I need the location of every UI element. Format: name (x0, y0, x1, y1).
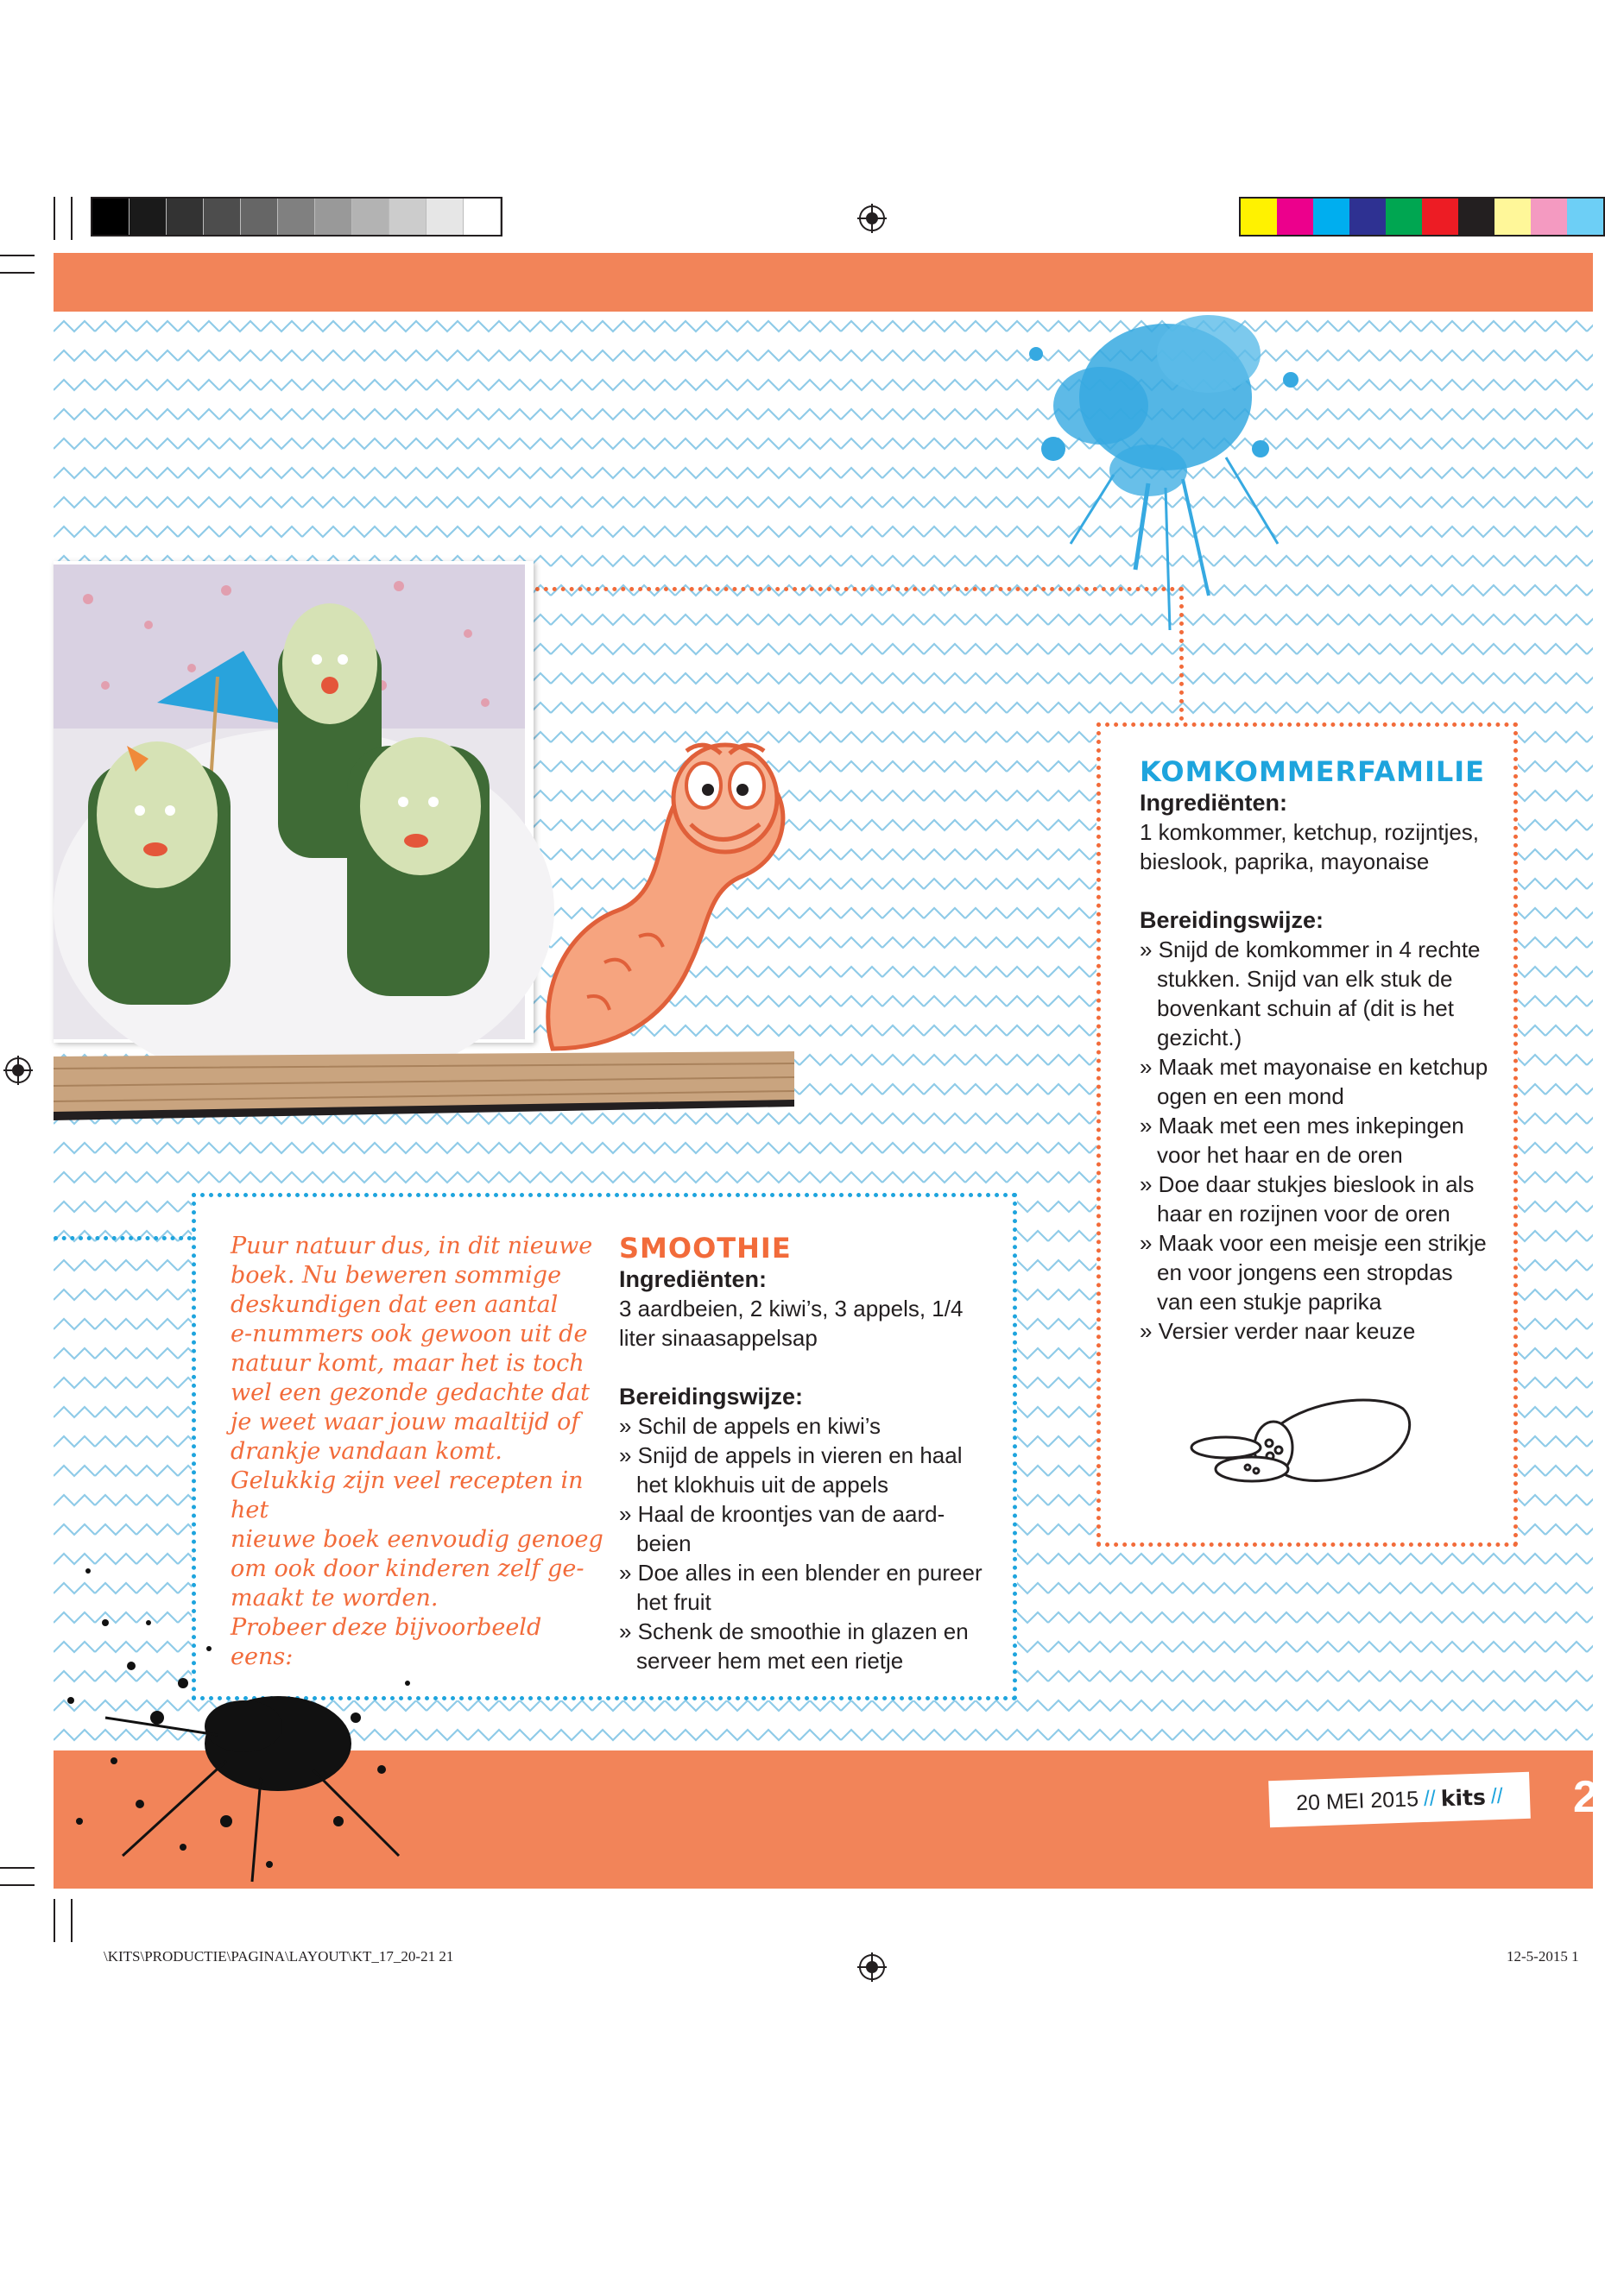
crop-mark (0, 1884, 35, 1886)
ingredients-text: liter sinaasappelsap (619, 1325, 818, 1351)
step-item: stukken. Snijd van elk stuk de (1157, 966, 1453, 992)
step-item: » Versier verder naar keuze (1140, 1318, 1416, 1344)
komkommerfamilie-title: KOMKOMMERFAMILIE (1140, 755, 1486, 788)
crop-mark (71, 1899, 73, 1942)
page-number: 2 (1573, 1772, 1598, 1822)
intro-line: drankje vandaan komt. (231, 1438, 502, 1465)
step-item: bovenkant schuin af (dit is het (1157, 995, 1454, 1021)
issue-date: 20 MEI 2015 (1295, 1786, 1419, 1815)
step-item: » Schil de appels en kiwi’s (619, 1413, 881, 1439)
print-date-slug: 12-5-2015 1 (1507, 1948, 1579, 1965)
grayscale-color-bar (91, 197, 502, 237)
smoothie-steps (619, 1411, 1008, 1675)
step-item: het fruit (636, 1589, 711, 1615)
brand-logo: kits (1440, 1784, 1487, 1811)
step-item: » Haal de kroontjes van de aard- (619, 1501, 945, 1527)
registration-mark-icon (3, 1056, 33, 1085)
intro-line: Gelukkig zijn veel recepten in het (231, 1467, 584, 1523)
intro-line: je weet waar jouw maaltijd of (231, 1409, 580, 1435)
crop-mark (54, 1899, 55, 1942)
intro-line: om ook door kinderen zelf ge- (231, 1555, 584, 1582)
intro-line: e-nummers ook gewoon uit de (231, 1321, 588, 1347)
intro-line: natuur komt, maar het is toch (231, 1350, 584, 1377)
step-item: beien (636, 1530, 692, 1556)
step-item: voor het haar en de oren (1157, 1142, 1403, 1168)
crop-mark (71, 197, 73, 240)
intro-line: maakt te worden. (231, 1585, 439, 1612)
cucumber-drawing-icon (1187, 1374, 1420, 1504)
photo-frame (54, 561, 534, 1043)
step-item: » Schenk de smoothie in glazen en (619, 1618, 969, 1644)
step-item: » Doe daar stukjes bieslook in als (1140, 1171, 1475, 1197)
process-color-bar (1239, 197, 1605, 237)
wooden-plank (54, 1051, 794, 1120)
ingredients-heading: Ingrediënten: (619, 1266, 768, 1292)
smoothie-title: SMOOTHIE (619, 1232, 792, 1265)
intro-line: Puur natuur dus, in dit nieuwe (231, 1233, 593, 1259)
black-ink-splatter (54, 1459, 537, 1890)
step-item: haar en rozijnen voor de oren (1157, 1201, 1450, 1227)
file-path-slug: \KITS\PRODUCTIE\PAGINA\LAYOUT\KT_17_20-21 21 (104, 1948, 454, 1965)
method-heading: Bereidingswijze: (619, 1384, 804, 1410)
ingredients-text: 3 aardbeien, 2 kiwi’s, 3 appels, 1/4 (619, 1296, 964, 1321)
ingredients-text: bieslook, paprika, mayonaise (1140, 848, 1430, 874)
worm-illustration (535, 703, 820, 1057)
decorative-dotted-line (54, 1236, 192, 1240)
step-item: » Maak met een mes inkepingen (1140, 1113, 1464, 1139)
intro-line: deskundigen dat een aantal (231, 1291, 559, 1318)
folio-separator: // (1423, 1786, 1437, 1811)
step-item: » Doe alles in een blender en pureer (619, 1560, 983, 1586)
step-item: serveer hem met een rietje (636, 1648, 904, 1674)
page-folio (1268, 1772, 1531, 1828)
registration-mark-icon (857, 204, 887, 233)
ingredients-text: 1 komkommer, ketchup, rozijntjes, (1140, 819, 1480, 845)
komkommer-steps (1140, 935, 1511, 1346)
step-item: » Maak voor een meisje een strikje (1140, 1230, 1487, 1256)
step-item: het klokhuis uit de appels (636, 1472, 888, 1498)
step-item: en voor jongens een stropdas (1157, 1259, 1453, 1285)
header-orange-bar (54, 253, 1593, 312)
step-item: » Snijd de appels in vieren en haal (619, 1442, 963, 1468)
cucumber-family-photo (54, 565, 525, 1039)
method-heading: Bereidingswijze: (1140, 907, 1324, 933)
crop-mark (0, 255, 35, 256)
intro-line: nieuwe boek eenvoudig genoeg (231, 1526, 603, 1553)
intro-line: Probeer deze bijvoorbeeld eens: (231, 1614, 542, 1670)
komkommerfamilie-recipe-box (1096, 722, 1518, 1547)
step-item: van een stukje paprika (1157, 1289, 1382, 1315)
step-item: ogen en een mond (1157, 1083, 1344, 1109)
crop-mark (0, 1867, 35, 1869)
crop-mark (54, 197, 55, 240)
step-item: » Maak met mayonaise en ketchup (1140, 1054, 1488, 1080)
step-item: » Snijd de komkommer in 4 rechte (1140, 937, 1481, 962)
intro-line: wel een gezonde gedachte dat (231, 1379, 591, 1406)
intro-line: boek. Nu beweren sommige (231, 1262, 562, 1289)
folio-separator: // (1490, 1783, 1504, 1808)
ingredients-heading: Ingrediënten: (1140, 790, 1288, 816)
crop-mark (0, 272, 35, 274)
registration-mark-icon (857, 1952, 887, 1982)
step-item: gezicht.) (1157, 1025, 1242, 1050)
